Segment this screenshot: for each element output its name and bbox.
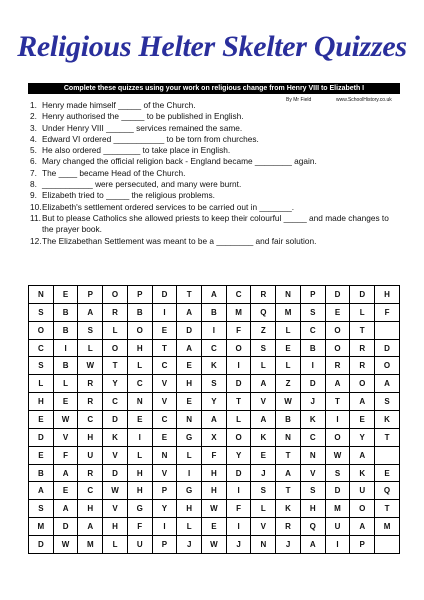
grid-cell: I xyxy=(226,482,251,500)
grid-cell: M xyxy=(29,518,54,536)
grid-cell: U xyxy=(78,446,103,464)
grid-cell: C xyxy=(127,375,152,393)
grid-cell: D xyxy=(375,339,400,357)
author-credit: By Mr Field xyxy=(286,97,312,103)
grid-cell: D xyxy=(350,286,375,304)
question-item xyxy=(30,179,402,190)
grid-cell: Q xyxy=(300,518,325,536)
grid-cell: K xyxy=(276,500,301,518)
question-item xyxy=(30,145,402,156)
grid-cell: X xyxy=(202,428,227,446)
grid-cell: A xyxy=(177,303,202,321)
grid-cell: Q xyxy=(251,303,276,321)
grid-cell: A xyxy=(78,303,103,321)
grid-cell: E xyxy=(177,357,202,375)
grid-cell: D xyxy=(226,375,251,393)
grid-row xyxy=(29,482,400,500)
question-text: Henry authorised the _____ to be published in English. xyxy=(42,111,244,122)
grid-cell: O xyxy=(226,339,251,357)
grid-cell: F xyxy=(226,500,251,518)
grid-row xyxy=(29,375,400,393)
grid-cell: K xyxy=(300,411,325,429)
grid-cell: I xyxy=(226,357,251,375)
grid-cell: M xyxy=(78,536,103,554)
grid-cell: M xyxy=(226,303,251,321)
grid-cell: K xyxy=(103,428,128,446)
grid-cell: G xyxy=(127,500,152,518)
grid-cell: G xyxy=(177,482,202,500)
grid-cell: A xyxy=(202,286,227,304)
grid-cell: S xyxy=(29,500,54,518)
question-number: 1. xyxy=(30,100,37,110)
grid-cell: O xyxy=(325,339,350,357)
grid-cell: J xyxy=(226,536,251,554)
grid-cell: F xyxy=(127,518,152,536)
grid-cell: R xyxy=(350,339,375,357)
grid-cell: E xyxy=(127,411,152,429)
grid-cell: A xyxy=(350,393,375,411)
grid-cell: O xyxy=(325,321,350,339)
grid-cell: J xyxy=(276,536,301,554)
grid-cell: U xyxy=(127,536,152,554)
grid-cell: Y xyxy=(202,393,227,411)
grid-cell: A xyxy=(251,375,276,393)
grid-cell: R xyxy=(276,518,301,536)
grid-cell: L xyxy=(29,375,54,393)
grid-cell: E xyxy=(350,411,375,429)
grid-cell: L xyxy=(53,375,78,393)
grid-cell: C xyxy=(300,321,325,339)
grid-cell: E xyxy=(251,446,276,464)
grid-cell: N xyxy=(127,393,152,411)
grid-cell: T xyxy=(103,357,128,375)
grid-cell: B xyxy=(53,357,78,375)
grid-cell: A xyxy=(251,411,276,429)
grid-cell: P xyxy=(350,536,375,554)
question-number: 5. xyxy=(30,145,37,156)
grid-cell: A xyxy=(375,375,400,393)
grid-cell: S xyxy=(78,321,103,339)
grid-cell: E xyxy=(152,428,177,446)
grid-cell: I xyxy=(152,303,177,321)
grid-cell: W xyxy=(276,393,301,411)
grid-row xyxy=(29,518,400,536)
grid-cell: R xyxy=(78,464,103,482)
grid-row xyxy=(29,321,400,339)
grid-cell: T xyxy=(325,393,350,411)
grid-cell: L xyxy=(251,357,276,375)
grid-cell: A xyxy=(300,536,325,554)
grid-cell: P xyxy=(78,286,103,304)
question-item xyxy=(30,236,402,247)
grid-cell: W xyxy=(53,536,78,554)
grid-cell: H xyxy=(103,518,128,536)
grid-cell: S xyxy=(29,303,54,321)
grid-cell: E xyxy=(177,393,202,411)
grid-cell: D xyxy=(152,286,177,304)
grid-cell: I xyxy=(127,428,152,446)
grid-cell: O xyxy=(325,428,350,446)
question-number: 10. xyxy=(30,201,42,212)
website-credit: www.SchoolHistory.co.uk xyxy=(336,97,392,103)
grid-cell: L xyxy=(251,500,276,518)
question-item xyxy=(30,168,402,179)
question-number: 2. xyxy=(30,111,37,122)
grid-cell: T xyxy=(152,339,177,357)
question-text: Elizabeth's settlement ordered services to be carried out in _______. xyxy=(42,201,295,212)
grid-cell: L xyxy=(127,357,152,375)
grid-cell: V xyxy=(152,375,177,393)
grid-cell: N xyxy=(276,428,301,446)
question-text: The Elizabethan Settlement was meant to be a ________ and fair solution. xyxy=(42,235,317,246)
grid-cell: E xyxy=(202,518,227,536)
grid-cell: R xyxy=(350,357,375,375)
grid-cell: T xyxy=(276,446,301,464)
grid-cell: I xyxy=(53,339,78,357)
grid-cell: C xyxy=(300,428,325,446)
grid-cell: B xyxy=(53,303,78,321)
grid-cell: F xyxy=(53,446,78,464)
grid-cell: H xyxy=(127,339,152,357)
grid-cell: V xyxy=(152,393,177,411)
grid-cell: O xyxy=(350,375,375,393)
question-item xyxy=(30,156,402,167)
question-text: The ____ became Head of the Church. xyxy=(42,167,186,178)
question-text: Elizabeth tried to _____ the religious problems. xyxy=(42,190,215,201)
grid-cell: V xyxy=(103,446,128,464)
grid-cell: J xyxy=(300,393,325,411)
grid-cell: E xyxy=(29,446,54,464)
grid-cell: O xyxy=(226,428,251,446)
grid-cell: K xyxy=(251,428,276,446)
grid-cell: S xyxy=(29,357,54,375)
grid-cell: D xyxy=(29,428,54,446)
grid-cell: A xyxy=(350,446,375,464)
grid-cell: G xyxy=(177,428,202,446)
grid-cell: S xyxy=(251,482,276,500)
grid-cell: B xyxy=(276,411,301,429)
grid-cell: A xyxy=(350,518,375,536)
grid-cell: N xyxy=(29,286,54,304)
grid-cell: H xyxy=(300,500,325,518)
grid-cell: E xyxy=(53,286,78,304)
grid-cell: D xyxy=(103,411,128,429)
grid-cell: I xyxy=(177,464,202,482)
grid-cell: C xyxy=(29,339,54,357)
grid-cell: H xyxy=(127,482,152,500)
instructions-banner: Complete these quizzes using your work on religious change from Henry VIII to Elizabeth I xyxy=(28,83,400,94)
question-number: 4. xyxy=(30,133,37,144)
grid-cell: A xyxy=(276,464,301,482)
grid-cell: L xyxy=(103,321,128,339)
grid-cell: U xyxy=(350,482,375,500)
grid-cell: R xyxy=(325,357,350,375)
grid-cell: J xyxy=(251,464,276,482)
grid-cell: L xyxy=(127,446,152,464)
grid-cell: Y xyxy=(152,500,177,518)
grid-cell: B xyxy=(53,321,78,339)
grid-cell: O xyxy=(29,321,54,339)
question-number: 7. xyxy=(30,167,37,178)
grid-cell: W xyxy=(202,500,227,518)
grid-cell: T xyxy=(375,428,400,446)
grid-cell: S xyxy=(325,464,350,482)
question-text: Under Henry VIII ______ services remained the same. xyxy=(42,122,243,133)
question-item xyxy=(30,100,402,111)
grid-cell: M xyxy=(276,303,301,321)
question-number: 3. xyxy=(30,122,37,133)
grid-cell: L xyxy=(78,339,103,357)
grid-cell: I xyxy=(202,321,227,339)
grid-cell: B xyxy=(300,339,325,357)
grid-cell: V xyxy=(103,500,128,518)
grid-cell: R xyxy=(78,375,103,393)
grid-cell: K xyxy=(375,411,400,429)
grid-cell: C xyxy=(152,411,177,429)
grid-cell: J xyxy=(177,536,202,554)
question-number: 11. xyxy=(30,212,41,223)
grid-cell: H xyxy=(375,286,400,304)
grid-cell: L xyxy=(276,357,301,375)
grid-row xyxy=(29,303,400,321)
grid-cell: L xyxy=(177,446,202,464)
grid-cell: F xyxy=(375,303,400,321)
grid-cell: E xyxy=(29,411,54,429)
grid-cell: W xyxy=(202,536,227,554)
grid-cell: S xyxy=(375,393,400,411)
grid-cell: M xyxy=(325,500,350,518)
grid-cell: I xyxy=(226,518,251,536)
grid-row xyxy=(29,428,400,446)
grid-cell: E xyxy=(152,321,177,339)
grid-cell: I xyxy=(325,536,350,554)
grid-cell: A xyxy=(78,518,103,536)
question-number: 6. xyxy=(30,156,37,167)
grid-cell: A xyxy=(202,411,227,429)
grid-cell: H xyxy=(202,464,227,482)
question-item xyxy=(30,213,402,236)
grid-cell: Q xyxy=(375,482,400,500)
grid-cell: W xyxy=(53,411,78,429)
grid-cell: N xyxy=(177,411,202,429)
grid-row xyxy=(29,393,400,411)
grid-cell: Y xyxy=(103,375,128,393)
grid-cell: H xyxy=(202,482,227,500)
grid-cell: H xyxy=(29,393,54,411)
question-text: Mary changed the official religion back - England became ________ again. xyxy=(42,156,317,167)
question-item xyxy=(30,111,402,122)
grid-cell: R xyxy=(251,286,276,304)
grid-row xyxy=(29,500,400,518)
grid-row xyxy=(29,357,400,375)
grid-row xyxy=(29,536,400,554)
grid-cell: H xyxy=(78,500,103,518)
grid-cell: B xyxy=(127,303,152,321)
grid-cell: F xyxy=(202,446,227,464)
grid-cell: O xyxy=(375,357,400,375)
grid-cell: I xyxy=(300,357,325,375)
grid-cell: H xyxy=(177,375,202,393)
grid-cell: T xyxy=(226,393,251,411)
grid-cell: T xyxy=(350,321,375,339)
grid-cell: C xyxy=(78,482,103,500)
grid-cell: A xyxy=(53,464,78,482)
grid-cell: H xyxy=(78,428,103,446)
grid-cell: L xyxy=(276,321,301,339)
grid-cell: L xyxy=(226,411,251,429)
grid-cell: V xyxy=(251,518,276,536)
grid-cell: C xyxy=(226,286,251,304)
grid-cell: K xyxy=(350,464,375,482)
grid-cell: D xyxy=(29,536,54,554)
grid-cell: D xyxy=(53,518,78,536)
grid-row xyxy=(29,446,400,464)
grid-cell: P xyxy=(152,536,177,554)
grid-cell: H xyxy=(177,500,202,518)
grid-cell: O xyxy=(103,286,128,304)
grid-cell xyxy=(375,446,400,464)
grid-cell: E xyxy=(325,303,350,321)
grid-cell: D xyxy=(103,464,128,482)
grid-cell: T xyxy=(375,500,400,518)
question-text: Edward VI ordered ___________ to be torn from churches. xyxy=(42,133,259,144)
grid-cell: A xyxy=(325,375,350,393)
grid-cell: D xyxy=(325,482,350,500)
grid-cell: S xyxy=(251,339,276,357)
grid-cell: C xyxy=(202,339,227,357)
grid-cell: D xyxy=(300,375,325,393)
grid-cell: S xyxy=(202,375,227,393)
grid-cell: R xyxy=(103,303,128,321)
grid-cell: F xyxy=(226,321,251,339)
word-search-grid xyxy=(28,285,400,554)
question-text: ___________ were persecuted, and many were burnt. xyxy=(42,179,242,190)
grid-cell: N xyxy=(276,286,301,304)
grid-cell: D xyxy=(325,286,350,304)
grid-cell: P xyxy=(300,286,325,304)
grid-cell: A xyxy=(29,482,54,500)
grid-cell: E xyxy=(53,393,78,411)
grid-cell: V xyxy=(152,464,177,482)
grid-cell xyxy=(375,536,400,554)
grid-cell: E xyxy=(375,464,400,482)
question-number: 12. xyxy=(30,235,42,246)
grid-cell: W xyxy=(103,482,128,500)
grid-cell: K xyxy=(202,357,227,375)
grid-cell: O xyxy=(103,339,128,357)
grid-cell: Y xyxy=(350,428,375,446)
grid-cell: A xyxy=(53,500,78,518)
question-text: But to please Catholics she allowed priests to keep their colourful _____ and made changes to the prayer book. xyxy=(42,212,389,235)
question-text: He also ordered ________ to take place in English. xyxy=(42,145,231,156)
grid-cell: R xyxy=(78,393,103,411)
question-item xyxy=(30,190,402,201)
grid-cell: C xyxy=(78,411,103,429)
grid-cell: O xyxy=(350,500,375,518)
grid-cell: E xyxy=(276,339,301,357)
grid-cell: L xyxy=(350,303,375,321)
grid-cell: N xyxy=(152,446,177,464)
grid-cell: T xyxy=(177,286,202,304)
question-list xyxy=(30,100,402,247)
grid-cell xyxy=(375,321,400,339)
question-text: Henry made himself _____ of the Church. xyxy=(42,100,196,110)
grid-cell: L xyxy=(103,536,128,554)
grid-cell: I xyxy=(325,411,350,429)
grid-cell: D xyxy=(226,464,251,482)
grid-cell: O xyxy=(127,321,152,339)
grid-cell: V xyxy=(251,393,276,411)
grid-cell: M xyxy=(375,518,400,536)
question-number: 9. xyxy=(30,190,37,201)
grid-cell: N xyxy=(251,536,276,554)
grid-cell: S xyxy=(300,303,325,321)
grid-cell: D xyxy=(177,321,202,339)
grid-row xyxy=(29,286,400,304)
question-number: 8. xyxy=(30,179,37,190)
grid-row xyxy=(29,411,400,429)
grid-cell: B xyxy=(29,464,54,482)
grid-cell: N xyxy=(300,446,325,464)
grid-cell: Z xyxy=(251,321,276,339)
grid-cell: P xyxy=(152,482,177,500)
grid-cell: C xyxy=(103,393,128,411)
grid-cell: P xyxy=(127,286,152,304)
question-item xyxy=(30,202,402,213)
grid-cell: B xyxy=(202,303,227,321)
grid-cell: T xyxy=(276,482,301,500)
grid-cell: E xyxy=(53,482,78,500)
grid-row xyxy=(29,339,400,357)
question-item xyxy=(30,123,402,134)
grid-cell: W xyxy=(325,446,350,464)
grid-cell: C xyxy=(152,357,177,375)
grid-cell: U xyxy=(325,518,350,536)
grid-cell: V xyxy=(53,428,78,446)
question-item xyxy=(30,134,402,145)
grid-cell: V xyxy=(300,464,325,482)
grid-cell: Z xyxy=(276,375,301,393)
grid-cell: S xyxy=(300,482,325,500)
grid-cell: H xyxy=(127,464,152,482)
grid-cell: A xyxy=(177,339,202,357)
grid-cell: W xyxy=(78,357,103,375)
page-title: Religious Helter Skelter Quizzes xyxy=(17,30,407,63)
grid-cell: I xyxy=(152,518,177,536)
grid-cell: Y xyxy=(226,446,251,464)
grid-cell: L xyxy=(177,518,202,536)
grid-row xyxy=(29,464,400,482)
